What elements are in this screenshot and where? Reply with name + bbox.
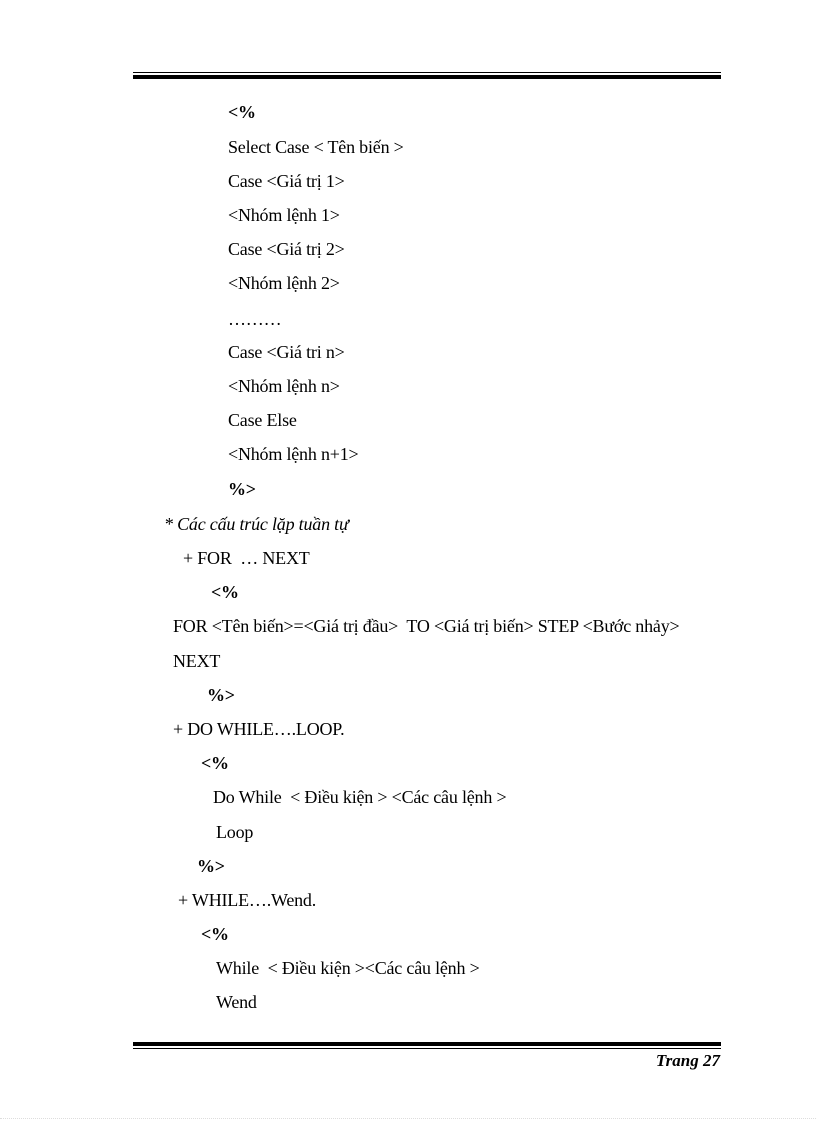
code-line: Do While < Điều kiện > <Các câu lệnh > — [213, 787, 507, 807]
header-rule — [133, 72, 721, 79]
code-close-tag: %> — [207, 685, 235, 705]
code-line: Case <Giá tri n> — [228, 342, 345, 362]
code-open-tag: <% — [211, 582, 239, 602]
code-line: Case <Giá trị 1> — [228, 171, 345, 191]
code-line: <Nhóm lệnh 2> — [228, 273, 340, 293]
code-line: Case <Giá trị 2> — [228, 239, 345, 259]
code-open-tag: <% — [201, 924, 229, 944]
code-ellipsis: ……… — [228, 309, 282, 329]
code-line: Select Case < Tên biến > — [228, 137, 404, 157]
page-number: Trang 27 — [655, 1051, 720, 1070]
subsection-heading: + WHILE….Wend. — [178, 890, 317, 910]
code-line: <Nhóm lệnh 1> — [228, 205, 340, 225]
code-line: While < Điều kiện ><Các câu lệnh > — [216, 958, 480, 978]
subsection-heading: + FOR … NEXT — [183, 548, 310, 568]
subsection-heading: + DO WHILE….LOOP. — [173, 719, 345, 739]
code-line: <Nhóm lệnh n> — [228, 376, 340, 396]
code-close-tag: %> — [228, 479, 256, 499]
code-line: NEXT — [173, 651, 221, 671]
code-line: Case Else — [228, 410, 297, 430]
code-line: FOR <Tên biến>=<Giá trị đầu> TO <Giá trị biến> STEP <Bước nhảy> — [173, 616, 680, 636]
code-line: Wend — [216, 992, 257, 1012]
page-bottom-border — [0, 1118, 816, 1119]
section-heading: * Các cấu trúc lặp tuần tự — [164, 514, 349, 534]
code-open-tag: <% — [201, 753, 229, 773]
code-close-tag: %> — [197, 856, 225, 876]
footer-rule — [133, 1042, 721, 1049]
code-open-tag: <% — [228, 102, 256, 122]
code-line: <Nhóm lệnh n+1> — [228, 444, 359, 464]
code-line: Loop — [216, 822, 254, 842]
